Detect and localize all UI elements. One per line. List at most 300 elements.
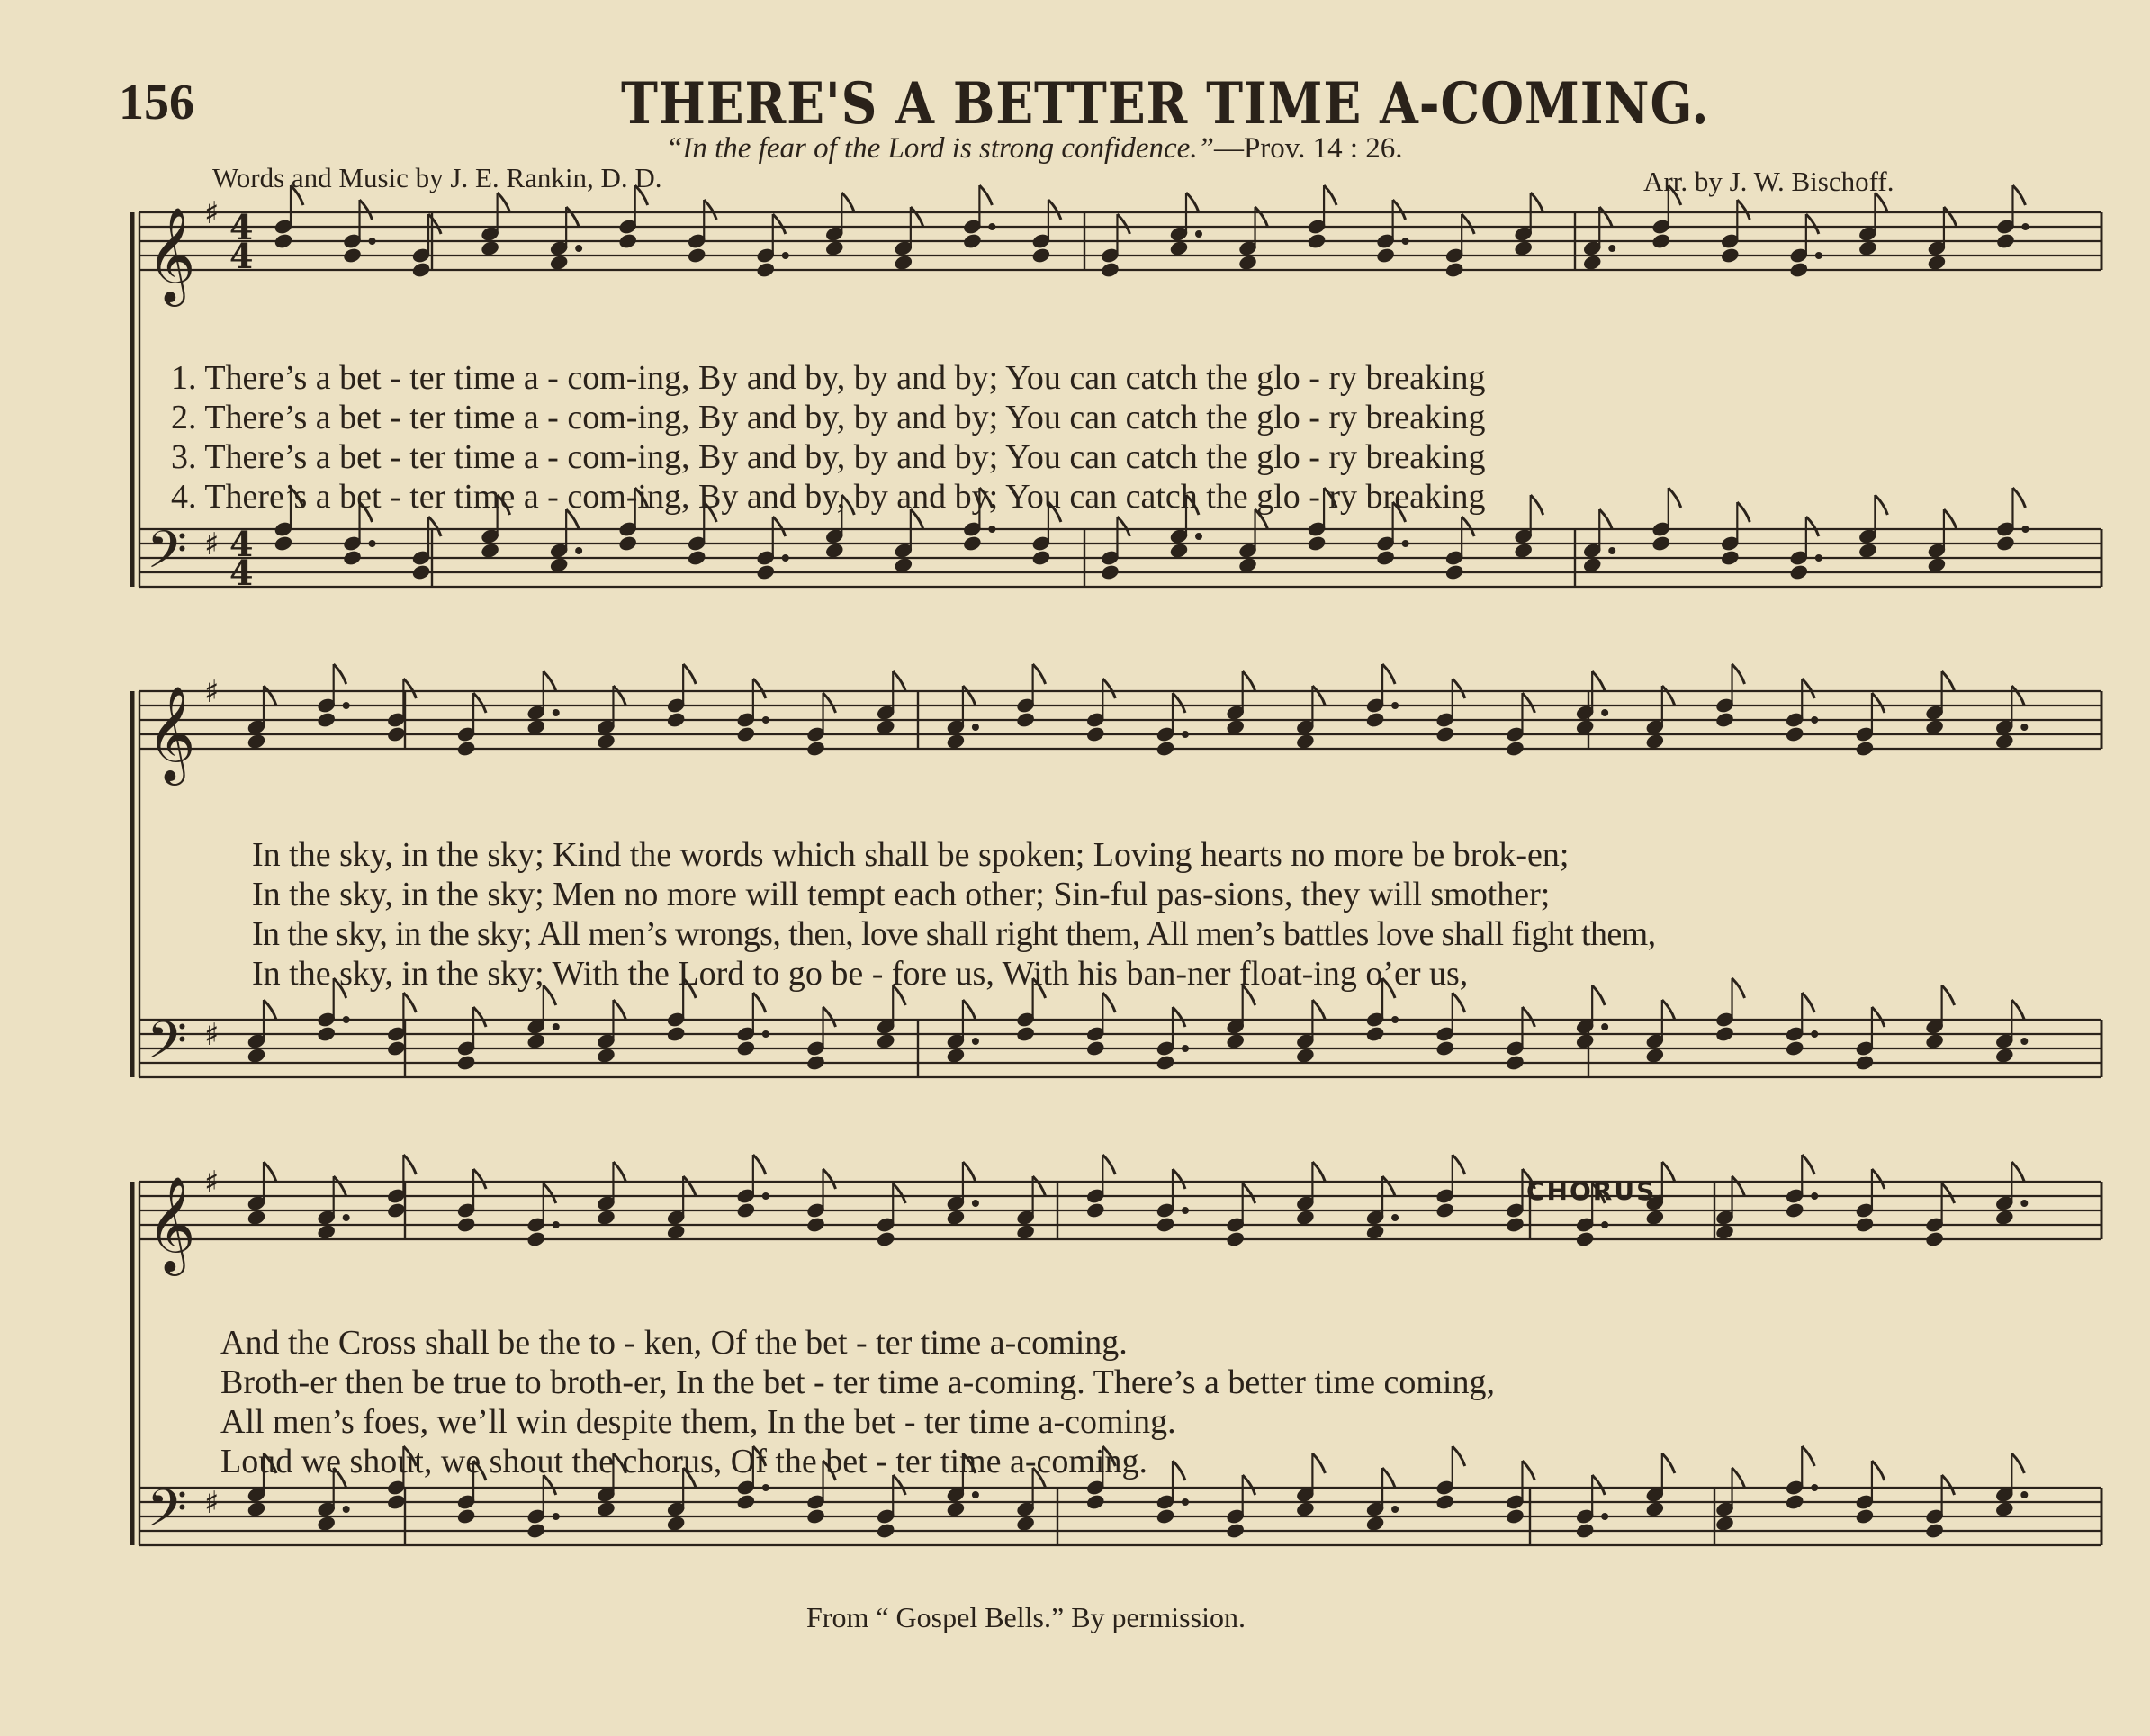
note-flag	[2011, 1453, 2024, 1473]
note-head	[247, 733, 265, 750]
note-flag	[1102, 1155, 1115, 1174]
note-flag	[1312, 686, 1325, 706]
note-head	[1016, 1026, 1035, 1042]
dot	[343, 1215, 349, 1221]
note-flag	[704, 200, 716, 220]
dot	[553, 1222, 559, 1228]
note-head	[411, 564, 430, 580]
note-flag	[1462, 517, 1474, 536]
note-flag	[1312, 1000, 1325, 1020]
dot	[576, 246, 582, 252]
note-flag	[1243, 671, 1255, 691]
dot	[762, 1485, 769, 1491]
dot	[1392, 1017, 1399, 1023]
note-head	[481, 240, 499, 256]
note-flag	[1453, 993, 1465, 1012]
dot	[1196, 534, 1202, 540]
note-head	[1575, 1033, 1594, 1049]
note-head	[666, 712, 685, 728]
sharp-icon: ♯	[204, 1485, 220, 1521]
dot	[1812, 717, 1818, 724]
note-head	[1786, 726, 1804, 742]
dot	[1183, 1046, 1189, 1052]
note-flag	[1453, 1155, 1465, 1174]
note-flag	[1531, 193, 1543, 212]
note-head	[1156, 1217, 1174, 1233]
note-head	[1721, 247, 1740, 264]
note-flag	[1033, 664, 1046, 684]
note-head	[549, 557, 568, 573]
note-flag	[1942, 671, 1955, 691]
note-flag	[1522, 693, 1534, 713]
note-head	[877, 1523, 895, 1539]
dot	[1609, 246, 1615, 252]
note-flag	[1732, 978, 1745, 998]
note-flag	[264, 1162, 276, 1182]
note-head	[1715, 1224, 1734, 1240]
note-flag	[773, 214, 786, 234]
page-number: 156	[119, 75, 194, 130]
lyric-line-s3-v3: All men’s foes, we’ll win despite them, In the bet - ter time a-coming.	[220, 1403, 1176, 1441]
dot	[1812, 1193, 1818, 1200]
lyric-line-s2-v4: In the sky, in the sky; With the Lord to go be - fore us, With his ban-ner float-ing o’er us,	[252, 955, 1469, 993]
note-head	[877, 1033, 895, 1049]
sharp-icon: ♯	[204, 526, 220, 562]
note-head	[317, 1516, 336, 1532]
note-flag	[1382, 664, 1395, 684]
note-head	[456, 1217, 475, 1233]
note-flag	[1737, 502, 1750, 522]
note-flag	[1662, 686, 1675, 706]
note-flag	[683, 664, 696, 684]
note-head	[1238, 255, 1257, 271]
note-head	[1086, 1494, 1105, 1510]
treble-clef-icon: 𝄞	[147, 206, 196, 302]
note-head	[688, 550, 706, 566]
note-head	[456, 741, 475, 757]
note-flag	[1048, 200, 1061, 220]
sharp-icon: ♯	[204, 1165, 220, 1201]
note-head	[1996, 233, 2015, 249]
note-head	[756, 564, 775, 580]
note-head	[946, 1048, 965, 1064]
note-flag	[1102, 993, 1115, 1012]
note-head	[387, 1040, 406, 1057]
note-flag	[1944, 509, 1957, 529]
epigraph-reference: —Prov. 14 : 26.	[1213, 132, 1403, 165]
dot	[1815, 253, 1822, 259]
note-head	[1996, 535, 2015, 552]
note-flag	[1732, 664, 1745, 684]
note-flag	[1255, 207, 1268, 227]
dot	[1183, 732, 1189, 738]
note-flag	[1522, 1007, 1534, 1027]
note-flag	[428, 517, 441, 536]
dot	[1602, 1222, 1608, 1228]
dot	[553, 1514, 559, 1520]
note-head	[1086, 1040, 1105, 1057]
note-flag	[473, 1169, 486, 1189]
note-flag	[1243, 1183, 1255, 1203]
note-flag	[334, 664, 346, 684]
note-flag	[1592, 1475, 1605, 1495]
note-flag	[1875, 495, 1887, 515]
treble-clef-icon: 𝄞	[147, 1175, 196, 1272]
note-flag	[1737, 200, 1750, 220]
note-flag	[1592, 985, 1605, 1005]
epigraph-quote: “In the fear of the Lord is strong confidence.”	[666, 132, 1214, 165]
note-flag	[1875, 193, 1887, 212]
note-head	[1016, 1516, 1035, 1532]
note-flag	[1453, 679, 1465, 698]
dot	[576, 548, 582, 554]
note-head	[806, 1508, 825, 1525]
note-flag	[1522, 1461, 1534, 1480]
note-flag	[841, 193, 854, 212]
note-flag	[635, 185, 648, 205]
sharp-icon: ♯	[204, 674, 220, 710]
note-flag	[1872, 1169, 1885, 1189]
note-head	[1855, 1508, 1874, 1525]
note-flag	[2012, 185, 2025, 205]
note-head	[1296, 1048, 1315, 1064]
note-head	[894, 255, 913, 271]
note-head	[343, 247, 362, 264]
note-head	[549, 255, 568, 271]
note-head	[597, 1501, 616, 1517]
note-head	[666, 1224, 685, 1240]
note-flag	[773, 517, 786, 536]
note-flag	[979, 185, 992, 205]
lyric-line-s3-v4: Loud we shout, we shout the chorus, Of the bet - ter time a-coming.	[220, 1443, 1147, 1480]
note-head	[1307, 535, 1326, 552]
note-head	[1435, 1202, 1454, 1219]
note-head	[1651, 233, 1670, 249]
dot	[1183, 1499, 1189, 1506]
note-head	[1721, 550, 1740, 566]
note-head	[1995, 1210, 2014, 1226]
note-head	[317, 1224, 336, 1240]
footer-credit: From “ Gospel Bells.” By permission.	[806, 1601, 1246, 1633]
note-head	[1435, 726, 1454, 742]
dot	[972, 1201, 978, 1207]
time-signature-digit: 4	[229, 207, 254, 247]
note-head	[1226, 1033, 1245, 1049]
note-flag	[1599, 509, 1612, 529]
note-flag	[1117, 517, 1129, 536]
bass-clef-icon: 𝄢	[147, 519, 188, 593]
note-head	[736, 1494, 755, 1510]
note-flag	[544, 1183, 556, 1203]
note-head	[1365, 712, 1384, 728]
lyric-line-s2-v2: In the sky, in the sky; Men no more will tempt each other; Sin-ful pas-sions, they will smother;	[252, 876, 1551, 913]
note-head	[736, 1040, 755, 1057]
note-flag	[1173, 1461, 1185, 1480]
note-flag	[1802, 1446, 1814, 1466]
note-head	[806, 1055, 825, 1071]
note-flag	[1382, 1468, 1395, 1488]
note-head	[1506, 741, 1525, 757]
dot	[343, 703, 349, 709]
note-flag	[613, 686, 625, 706]
note-flag	[1599, 207, 1612, 227]
note-flag	[498, 193, 510, 212]
note-head	[1925, 719, 1944, 735]
note-head	[946, 1210, 965, 1226]
note-flag	[1662, 1000, 1675, 1020]
note-flag	[566, 207, 579, 227]
note-head	[1645, 733, 1664, 750]
note-head	[1376, 550, 1395, 566]
note-head	[946, 733, 965, 750]
dot	[1183, 1208, 1189, 1214]
time-signature-digit: 4	[229, 524, 254, 564]
note-head	[1715, 1026, 1734, 1042]
note-flag	[911, 207, 923, 227]
note-flag	[1393, 200, 1406, 220]
note-head	[1169, 240, 1188, 256]
note-head	[1927, 557, 1946, 573]
dot	[1402, 238, 1408, 245]
note-head	[1156, 1055, 1174, 1071]
note-flag	[1669, 488, 1681, 508]
note-head	[1444, 564, 1463, 580]
note-flag	[1453, 1446, 1465, 1466]
note-head	[1435, 1040, 1454, 1057]
note-head	[1789, 564, 1808, 580]
note-head	[1645, 1210, 1664, 1226]
note-head	[666, 1516, 685, 1532]
dot	[2022, 224, 2029, 230]
dot	[989, 224, 995, 230]
note-flag	[264, 1000, 276, 1020]
note-flag	[1802, 993, 1814, 1012]
note-head	[1858, 543, 1877, 559]
lyric-line-s1-v2: 2. There’s a bet - ter time a - com-ing, By and by, by and by; You can catch the glo - ry breaking	[171, 399, 1486, 436]
dot	[1196, 231, 1202, 238]
note-head	[963, 535, 982, 552]
note-flag	[428, 214, 441, 234]
note-flag	[753, 1155, 766, 1174]
time-signature-digit: 4	[229, 553, 254, 593]
note-head	[1715, 712, 1734, 728]
dot	[1815, 555, 1822, 562]
words-music-credit: Words and Music by J. E. Rankin, D. D.	[212, 162, 662, 193]
note-head	[1226, 1523, 1245, 1539]
lyric-line-s3-v1: And the Cross shall be the to - ken, Of the bet - ter time a-coming.	[220, 1324, 1128, 1362]
note-flag	[963, 686, 976, 706]
note-head	[618, 233, 637, 249]
note-head	[411, 262, 430, 278]
note-head	[736, 1202, 755, 1219]
dot	[1812, 1485, 1818, 1491]
note-head	[597, 1210, 616, 1226]
note-flag	[1802, 679, 1814, 698]
note-head	[1226, 719, 1245, 735]
dot	[1392, 1215, 1399, 1221]
note-head	[1575, 1231, 1594, 1247]
note-head	[1365, 1026, 1384, 1042]
dot	[343, 1507, 349, 1513]
note-flag	[1173, 1007, 1185, 1027]
note-flag	[613, 1000, 625, 1020]
note-flag	[1942, 1183, 1955, 1203]
chorus-label: CHORUS.	[1526, 1176, 1668, 1206]
bass-clef-icon: 𝄢	[147, 1010, 188, 1084]
note-head	[877, 1231, 895, 1247]
note-head	[1101, 262, 1120, 278]
note-head	[317, 712, 336, 728]
note-flag	[1382, 1176, 1395, 1196]
note-head	[946, 1501, 965, 1517]
note-head	[1995, 733, 2014, 750]
note-head	[1296, 1501, 1315, 1517]
dot	[2021, 724, 2028, 731]
dot	[972, 1492, 978, 1498]
note-head	[1307, 233, 1326, 249]
note-head	[387, 1202, 406, 1219]
note-head	[1031, 247, 1050, 264]
note-head	[1575, 1523, 1594, 1539]
lyric-line-s2-v3: In the sky, in the sky; All men’s wrongs, then, love shall right them, All men’s battles love shall fight them,	[252, 915, 1656, 953]
note-flag	[1102, 679, 1115, 698]
note-head	[963, 233, 982, 249]
note-flag	[1944, 207, 1957, 227]
note-head	[1296, 733, 1315, 750]
note-flag	[823, 1007, 836, 1027]
note-head	[1506, 1217, 1525, 1233]
note-flag	[1173, 1169, 1185, 1189]
dot	[553, 1024, 559, 1030]
dot	[762, 1193, 769, 1200]
dot	[1392, 1507, 1399, 1513]
note-flag	[1669, 185, 1681, 205]
note-flag	[963, 1000, 976, 1020]
note-flag	[1732, 1176, 1745, 1196]
note-head	[1925, 1523, 1944, 1539]
note-head	[274, 233, 292, 249]
note-head	[597, 1048, 616, 1064]
note-flag	[1872, 1007, 1885, 1027]
note-flag	[291, 185, 303, 205]
note-flag	[1324, 185, 1336, 205]
note-head	[526, 1523, 545, 1539]
note-flag	[1243, 1475, 1255, 1495]
note-head	[1101, 564, 1120, 580]
dot	[762, 717, 769, 724]
dot	[762, 1031, 769, 1038]
note-flag	[360, 200, 373, 220]
time-signature-digit: 4	[229, 236, 254, 276]
dot	[782, 555, 788, 562]
note-head	[1169, 543, 1188, 559]
note-head	[1786, 1202, 1804, 1219]
note-flag	[473, 1007, 486, 1027]
note-head	[1855, 1055, 1874, 1071]
dot	[989, 526, 995, 533]
note-head	[1444, 262, 1463, 278]
note-head	[1927, 255, 1946, 271]
note-flag	[753, 679, 766, 698]
note-head	[1786, 1494, 1804, 1510]
note-head	[387, 726, 406, 742]
note-flag	[893, 671, 905, 691]
note-head	[688, 247, 706, 264]
note-head	[1506, 1508, 1525, 1525]
note-flag	[1312, 1453, 1325, 1473]
note-head	[1514, 543, 1533, 559]
note-head	[597, 733, 616, 750]
note-head	[1575, 719, 1594, 735]
dot	[2021, 1039, 2028, 1045]
note-head	[1583, 557, 1602, 573]
note-head	[1086, 726, 1105, 742]
note-flag	[1802, 1155, 1814, 1174]
note-head	[806, 1217, 825, 1233]
note-head	[666, 1026, 685, 1042]
note-flag	[544, 671, 556, 691]
note-flag	[1942, 985, 1955, 1005]
note-flag	[963, 1162, 976, 1182]
note-head	[1031, 550, 1050, 566]
note-head	[1645, 1501, 1664, 1517]
note-flag	[1033, 1176, 1046, 1196]
note-head	[1156, 741, 1174, 757]
note-flag	[1117, 214, 1129, 234]
lyric-line-s1-v1: 1. There’s a bet - ter time a - com-ing, By and by, by and by; You can catch the glo - ry breaking	[171, 359, 1486, 397]
note-head	[1995, 1501, 2014, 1517]
dot	[1602, 710, 1608, 716]
note-head	[894, 557, 913, 573]
dot	[1609, 548, 1615, 554]
note-head	[387, 1494, 406, 1510]
note-head	[247, 1501, 265, 1517]
note-head	[317, 1026, 336, 1042]
note-head	[1925, 1033, 1944, 1049]
note-flag	[753, 993, 766, 1012]
note-head	[456, 1508, 475, 1525]
note-head	[1995, 1048, 2014, 1064]
dot	[1602, 1024, 1608, 1030]
note-head	[1296, 1210, 1315, 1226]
note-head	[806, 741, 825, 757]
note-head	[274, 535, 292, 552]
note-flag	[1312, 1162, 1325, 1182]
dot	[2022, 526, 2029, 533]
hymn-title: THERE'S A BETTER TIME A-COMING.	[621, 70, 1710, 138]
note-head	[1789, 262, 1808, 278]
note-head	[526, 719, 545, 735]
note-head	[526, 1033, 545, 1049]
note-head	[1514, 240, 1533, 256]
note-head	[1435, 1494, 1454, 1510]
note-head	[1016, 1224, 1035, 1240]
note-flag	[2012, 488, 2025, 508]
note-head	[618, 535, 637, 552]
lyric-line-s3-v2: Broth-er then be true to broth-er, In the bet - ter time a-coming. There’s a better time coming,	[220, 1363, 1495, 1401]
dot	[369, 238, 375, 245]
dot	[2021, 1201, 2028, 1207]
note-head	[1786, 1040, 1804, 1057]
note-head	[1715, 1516, 1734, 1532]
dot	[1812, 1031, 1818, 1038]
note-flag	[264, 686, 276, 706]
note-flag	[823, 1169, 836, 1189]
sharp-icon: ♯	[204, 195, 220, 231]
note-flag	[1531, 495, 1543, 515]
note-head	[1376, 247, 1395, 264]
dot	[2021, 1492, 2028, 1498]
